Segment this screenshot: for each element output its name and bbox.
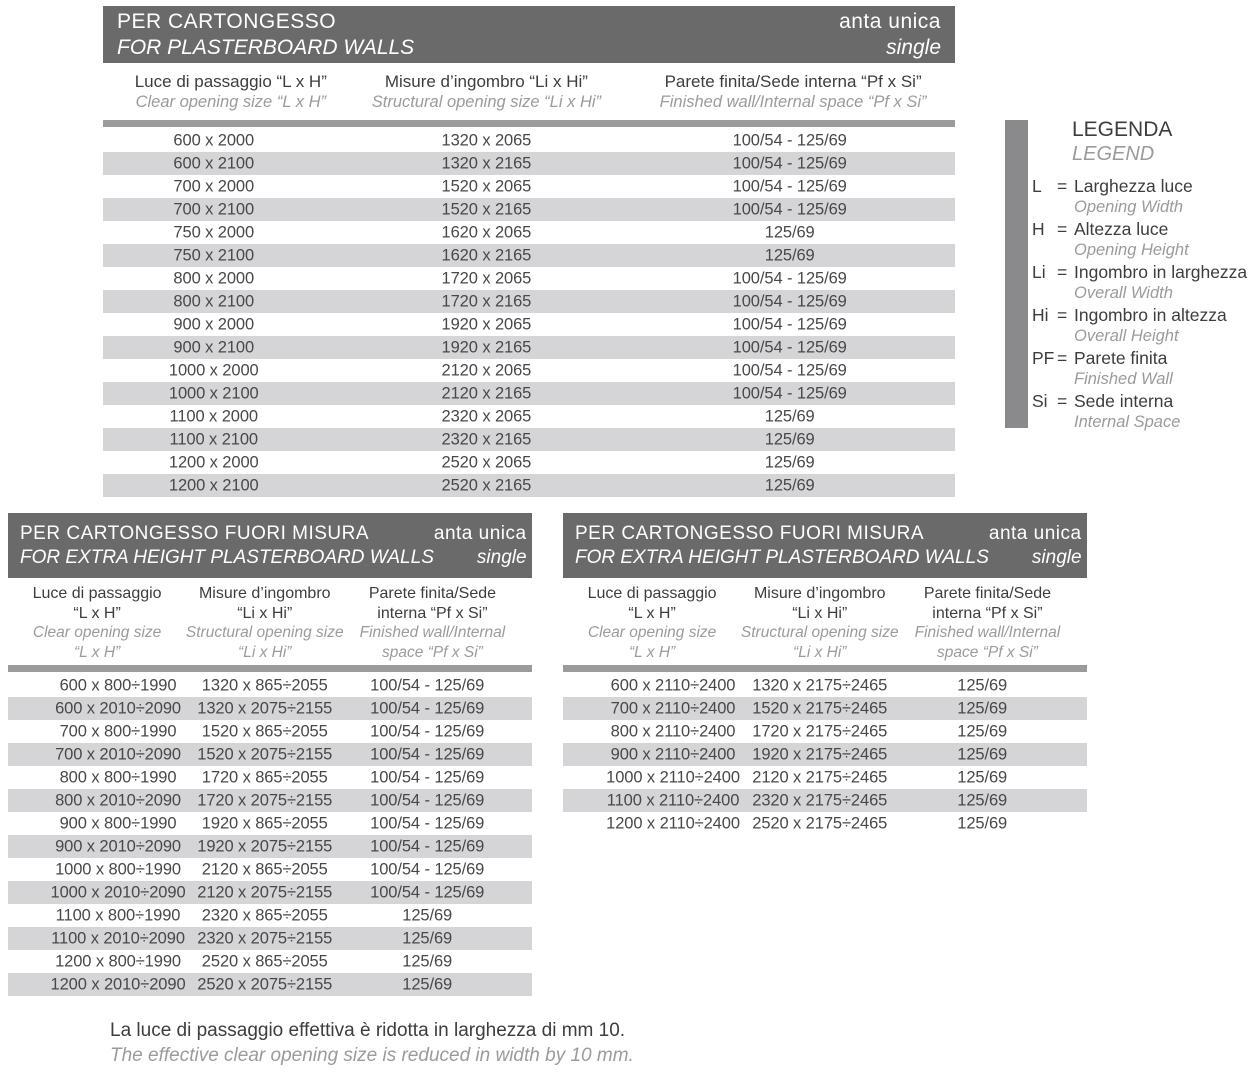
cell-clear-opening: 1200 x 800÷1990 — [55, 952, 181, 970]
table-row — [8, 858, 532, 881]
table-row — [103, 405, 955, 428]
legend-content — [1032, 118, 1258, 433]
legend-entry — [1032, 305, 1258, 347]
cell-structural-opening: 1520 x 2175÷2465 — [752, 699, 888, 717]
separator-bar — [563, 665, 1087, 672]
legend-accent-bar — [1005, 120, 1028, 428]
cell-structural-opening: 1320 x 2175÷2465 — [752, 676, 888, 694]
badge-it: anta unica — [433, 522, 527, 544]
cell-finished-wall: 100/54 - 125/69 — [732, 131, 847, 149]
cell-finished-wall: 100/54 - 125/69 — [370, 768, 485, 786]
table-title — [575, 522, 989, 570]
cell-structural-opening: 1920 x 2165 — [441, 338, 532, 356]
table-row — [563, 812, 1087, 835]
table-row — [103, 267, 955, 290]
cell-finished-wall: 100/54 - 125/69 — [370, 814, 485, 832]
table-row — [8, 674, 532, 697]
legend-equals: = — [1057, 305, 1068, 325]
cell-clear-opening: 800 x 2100 — [173, 292, 255, 310]
cell-clear-opening: 1000 x 2000 — [168, 361, 259, 379]
cell-clear-opening: 1000 x 800÷1990 — [55, 860, 181, 878]
cell-clear-opening: 1200 x 2100 — [168, 476, 259, 494]
cell-structural-opening: 2120 x 2075÷2155 — [197, 883, 333, 901]
cell-clear-opening: 600 x 2000 — [173, 131, 255, 149]
table-row — [563, 789, 1087, 812]
table-row — [8, 904, 532, 927]
cell-finished-wall: 100/54 - 125/69 — [732, 292, 847, 310]
cell-clear-opening: 900 x 800÷1990 — [59, 814, 177, 832]
cell-finished-wall: 100/54 - 125/69 — [370, 837, 485, 855]
cell-finished-wall: 125/69 — [957, 791, 1008, 809]
cell-clear-opening: 900 x 2100 — [173, 338, 255, 356]
cell-finished-wall: 100/54 - 125/69 — [370, 791, 485, 809]
column-label-it: Parete finita/Sede interna “Pf x Si” — [664, 72, 922, 91]
extra-left-header-bar — [8, 513, 532, 578]
cell-structural-opening: 2520 x 2065 — [441, 453, 532, 471]
column-label-it: Luce di passaggio “L x H” — [134, 72, 327, 91]
table-title-en: FOR EXTRA HEIGHT PLASTERBOARD WALLS — [575, 546, 989, 568]
cell-structural-opening: 1720 x 865÷2055 — [201, 768, 328, 786]
table-row — [103, 244, 955, 267]
cell-finished-wall: 100/54 - 125/69 — [370, 883, 485, 901]
cell-clear-opening: 1100 x 2000 — [169, 407, 259, 425]
column-header-finished-wall — [660, 72, 927, 112]
cell-finished-wall: 100/54 - 125/69 — [732, 177, 847, 195]
legend-key: Li — [1032, 262, 1046, 282]
leaf-type-badge — [839, 9, 941, 61]
separator-bar — [8, 665, 532, 672]
cell-structural-opening: 1320 x 2075÷2155 — [197, 699, 333, 717]
cell-structural-opening: 1920 x 865÷2055 — [201, 814, 328, 832]
cell-clear-opening: 600 x 2010÷2090 — [55, 699, 181, 717]
cell-finished-wall: 125/69 — [402, 906, 453, 924]
table-row — [103, 221, 955, 244]
legend-equals: = — [1057, 391, 1068, 411]
legend-term-it: Ingombro in larghezza — [1074, 262, 1248, 282]
legend-key: PF — [1032, 348, 1055, 368]
table-title-en: FOR EXTRA HEIGHT PLASTERBOARD WALLS — [20, 546, 434, 568]
cell-structural-opening: 1320 x 2165 — [441, 154, 532, 172]
extra-height-table-left — [8, 513, 532, 996]
table-row — [103, 474, 955, 497]
cell-finished-wall: 100/54 - 125/69 — [370, 745, 485, 763]
cell-structural-opening: 2120 x 2165 — [441, 384, 532, 402]
table-row — [8, 881, 532, 904]
column-headers — [563, 578, 1087, 665]
legend — [1005, 118, 1258, 434]
extra-right-table-body — [563, 674, 1087, 835]
table-row — [8, 766, 532, 789]
leaf-type-badge — [434, 522, 527, 570]
table-row — [103, 198, 955, 221]
cell-clear-opening: 600 x 800÷1990 — [59, 676, 177, 694]
table-row — [563, 743, 1087, 766]
badge-en: single — [476, 546, 527, 568]
column-header-clear-opening: Luce di passaggio “L x H” Clear opening size “L x H” — [32, 585, 162, 661]
extra-height-table-right — [563, 513, 1087, 835]
cell-clear-opening: 700 x 2110÷2400 — [610, 699, 736, 717]
plasterboard-table-body — [103, 129, 955, 497]
cell-clear-opening: 600 x 2110÷2400 — [610, 676, 736, 694]
cell-structural-opening: 1720 x 2165 — [441, 292, 532, 310]
cell-finished-wall: 125/69 — [957, 768, 1008, 786]
cell-clear-opening: 1000 x 2100 — [168, 384, 259, 402]
cell-clear-opening: 700 x 2010÷2090 — [55, 745, 181, 763]
table-title-it: PER CARTONGESSO FUORI MISURA — [20, 522, 370, 544]
cell-finished-wall: 100/54 - 125/69 — [732, 154, 847, 172]
legend-key: H — [1032, 219, 1045, 239]
table-row — [8, 927, 532, 950]
legend-term-en: Internal Space — [1074, 413, 1181, 431]
cell-finished-wall: 125/69 — [764, 476, 815, 494]
cell-structural-opening: 1520 x 2065 — [441, 177, 532, 195]
cell-finished-wall: 100/54 - 125/69 — [370, 722, 485, 740]
column-label-en: Finished wall/Internal space “Pf x Si” — [659, 93, 927, 111]
cell-finished-wall: 100/54 - 125/69 — [732, 361, 847, 379]
legend-title-en: LEGEND — [1072, 143, 1155, 165]
table-row — [8, 812, 532, 835]
cell-finished-wall: 125/69 — [764, 246, 815, 264]
cell-structural-opening: 1720 x 2175÷2465 — [752, 722, 888, 740]
cell-clear-opening: 700 x 2100 — [173, 200, 255, 218]
legend-equals: = — [1057, 262, 1068, 282]
cell-structural-opening: 1320 x 2065 — [441, 131, 532, 149]
table-row — [103, 428, 955, 451]
cell-finished-wall: 125/69 — [957, 722, 1008, 740]
column-label-en: Structural opening size “Li x Hi” — [371, 93, 602, 111]
cell-structural-opening: 2320 x 2175÷2465 — [752, 791, 888, 809]
badge-en: single — [886, 35, 941, 59]
badge-it: anta unica — [839, 9, 941, 33]
cell-finished-wall: 125/69 — [402, 929, 453, 947]
table-row — [103, 359, 955, 382]
table-row — [563, 697, 1087, 720]
legend-term-en: Opening Width — [1074, 198, 1183, 216]
cell-finished-wall: 100/54 - 125/69 — [732, 338, 847, 356]
cell-finished-wall: 125/69 — [764, 407, 815, 425]
table-row — [103, 382, 955, 405]
cell-structural-opening: 2520 x 2165 — [441, 476, 532, 494]
cell-clear-opening: 900 x 2000 — [173, 315, 255, 333]
cell-finished-wall: 125/69 — [402, 952, 453, 970]
legend-term-en: Finished Wall — [1074, 370, 1173, 388]
column-header-structural-opening — [372, 72, 601, 112]
table-row — [103, 152, 955, 175]
cell-structural-opening: 1920 x 2175÷2465 — [752, 745, 888, 763]
cell-clear-opening: 900 x 2010÷2090 — [55, 837, 181, 855]
column-header-structural-opening: Misure d’ingombro “Li x Hi” Structural opening size “Li x Hi” — [740, 585, 899, 661]
cell-finished-wall: 100/54 - 125/69 — [370, 699, 485, 717]
table-title — [20, 522, 434, 570]
column-header-clear-opening: Luce di passaggio “L x H” Clear opening size “L x H” — [587, 585, 717, 661]
table-title-en: FOR PLASTERBOARD WALLS — [117, 35, 415, 59]
cell-structural-opening: 2320 x 865÷2055 — [201, 906, 328, 924]
table-row — [103, 313, 955, 336]
cell-clear-opening: 750 x 2100 — [173, 246, 255, 264]
cell-finished-wall: 125/69 — [957, 745, 1008, 763]
legend-term-it: Ingombro in altezza — [1074, 305, 1227, 325]
cell-structural-opening: 2120 x 2175÷2465 — [752, 768, 888, 786]
cell-structural-opening: 1720 x 2075÷2155 — [197, 791, 333, 809]
cell-structural-opening: 2120 x 2065 — [441, 361, 532, 379]
cell-structural-opening: 2120 x 865÷2055 — [201, 860, 328, 878]
separator-bar — [103, 120, 955, 127]
table-row — [103, 175, 955, 198]
column-header-finished-wall: Parete finita/Sede interna “Pf x Si” Finished wall/Internal space “Pf x Si” — [914, 585, 1061, 661]
leaf-type-badge — [989, 522, 1082, 570]
cell-clear-opening: 1100 x 2110÷2400 — [606, 791, 740, 809]
cell-structural-opening: 1620 x 2165 — [441, 246, 532, 264]
cell-finished-wall: 100/54 - 125/69 — [370, 860, 485, 878]
table-title — [117, 9, 414, 61]
legend-entry — [1032, 391, 1258, 433]
cell-finished-wall: 100/54 - 125/69 — [732, 315, 847, 333]
cell-structural-opening: 2520 x 2175÷2465 — [752, 814, 888, 832]
plasterboard-table — [103, 6, 955, 497]
legend-key: Hi — [1032, 305, 1049, 325]
legend-term-it: Altezza luce — [1074, 219, 1169, 239]
legend-term-it: Parete finita — [1074, 348, 1168, 368]
table-row — [563, 766, 1087, 789]
cell-clear-opening: 700 x 800÷1990 — [59, 722, 177, 740]
cell-structural-opening: 2320 x 2165 — [441, 430, 532, 448]
badge-en: single — [1031, 546, 1082, 568]
legend-entry — [1032, 348, 1258, 390]
cell-finished-wall: 125/69 — [402, 975, 453, 993]
table-row — [8, 835, 532, 858]
cell-finished-wall: 125/69 — [957, 676, 1008, 694]
cell-clear-opening: 800 x 2000 — [173, 269, 255, 287]
column-label-en: Clear opening size “L x H” — [135, 93, 327, 111]
table-row — [8, 789, 532, 812]
legend-entry — [1032, 219, 1258, 261]
footnote-en: The effective clear opening size is reduced in width by 10 mm. — [110, 1045, 634, 1066]
cell-structural-opening: 1520 x 865÷2055 — [201, 722, 328, 740]
badge-it: anta unica — [988, 522, 1082, 544]
legend-key: L — [1032, 176, 1042, 196]
extra-left-table-body — [8, 674, 532, 996]
legend-term-en: Overall Height — [1074, 327, 1179, 345]
table-row — [563, 720, 1087, 743]
cell-structural-opening: 1320 x 865÷2055 — [201, 676, 328, 694]
table-row — [8, 950, 532, 973]
cell-finished-wall: 125/69 — [957, 814, 1008, 832]
cell-clear-opening: 1100 x 800÷1990 — [55, 906, 181, 924]
table-row — [8, 973, 532, 996]
cell-structural-opening: 2520 x 2075÷2155 — [197, 975, 333, 993]
legend-title — [1072, 118, 1258, 166]
cell-finished-wall: 100/54 - 125/69 — [732, 200, 847, 218]
footnote — [110, 1018, 634, 1068]
cell-clear-opening: 1000 x 2110÷2400 — [606, 768, 740, 786]
legend-title-it: LEGENDA — [1072, 118, 1173, 141]
legend-equals: = — [1057, 176, 1068, 196]
table-row — [103, 129, 955, 152]
column-headers — [103, 63, 955, 120]
legend-entry — [1032, 176, 1258, 218]
extra-right-header-bar — [563, 513, 1087, 578]
cell-structural-opening: 1520 x 2165 — [441, 200, 532, 218]
table-title-it: PER CARTONGESSO — [117, 9, 337, 33]
cell-structural-opening: 2520 x 865÷2055 — [201, 952, 328, 970]
cell-structural-opening: 2320 x 2075÷2155 — [197, 929, 333, 947]
cell-finished-wall: 125/69 — [957, 699, 1008, 717]
table-title-it: PER CARTONGESSO FUORI MISURA — [575, 522, 925, 544]
column-header-clear-opening — [135, 72, 327, 112]
cell-clear-opening: 1100 x 2100 — [169, 430, 259, 448]
table-row — [8, 697, 532, 720]
cell-clear-opening: 800 x 2110÷2400 — [610, 722, 736, 740]
cell-clear-opening: 1100 x 2010÷2090 — [51, 929, 185, 947]
legend-entry — [1032, 262, 1258, 304]
plasterboard-header-bar — [103, 6, 955, 63]
cell-clear-opening: 800 x 800÷1990 — [59, 768, 177, 786]
legend-term-it: Larghezza luce — [1074, 176, 1193, 196]
table-row — [103, 451, 955, 474]
cell-structural-opening: 1920 x 2065 — [441, 315, 532, 333]
legend-key: Si — [1032, 391, 1048, 411]
table-row — [8, 743, 532, 766]
cell-structural-opening: 1520 x 2075÷2155 — [197, 745, 333, 763]
table-row — [103, 290, 955, 313]
legend-equals: = — [1057, 348, 1068, 368]
cell-clear-opening: 600 x 2100 — [173, 154, 255, 172]
legend-term-en: Overall Width — [1074, 284, 1173, 302]
cell-clear-opening: 800 x 2010÷2090 — [55, 791, 181, 809]
cell-finished-wall: 125/69 — [764, 430, 815, 448]
legend-equals: = — [1057, 219, 1068, 239]
cell-clear-opening: 1200 x 2110÷2400 — [606, 814, 740, 832]
table-row — [103, 336, 955, 359]
column-label-it: Misure d’ingombro “Li x Hi” — [384, 72, 588, 91]
cell-clear-opening: 900 x 2110÷2400 — [610, 745, 736, 763]
cell-structural-opening: 2320 x 2065 — [441, 407, 532, 425]
cell-clear-opening: 750 x 2000 — [173, 223, 255, 241]
cell-clear-opening: 1000 x 2010÷2090 — [50, 883, 186, 901]
cell-finished-wall: 125/69 — [764, 223, 815, 241]
table-row — [563, 674, 1087, 697]
table-row — [8, 720, 532, 743]
footnote-it: La luce di passaggio effettiva è ridotta in larghezza di mm 10. — [110, 1020, 626, 1041]
cell-structural-opening: 1920 x 2075÷2155 — [197, 837, 333, 855]
cell-finished-wall: 125/69 — [764, 453, 815, 471]
cell-structural-opening: 1620 x 2065 — [441, 223, 532, 241]
cell-finished-wall: 100/54 - 125/69 — [732, 384, 847, 402]
cell-clear-opening: 700 x 2000 — [173, 177, 255, 195]
cell-structural-opening: 1720 x 2065 — [441, 269, 532, 287]
legend-term-it: Sede interna — [1074, 391, 1174, 411]
column-headers — [8, 578, 532, 665]
cell-clear-opening: 1200 x 2010÷2090 — [50, 975, 186, 993]
cell-finished-wall: 100/54 - 125/69 — [732, 269, 847, 287]
column-header-structural-opening: Misure d’ingombro “Li x Hi” Structural opening size “Li x Hi” — [185, 585, 344, 661]
cell-clear-opening: 1200 x 2000 — [168, 453, 259, 471]
cell-finished-wall: 100/54 - 125/69 — [370, 676, 485, 694]
legend-term-en: Opening Height — [1074, 241, 1189, 259]
column-header-finished-wall: Parete finita/Sede interna “Pf x Si” Finished wall/Internal space “Pf x Si” — [359, 585, 506, 661]
